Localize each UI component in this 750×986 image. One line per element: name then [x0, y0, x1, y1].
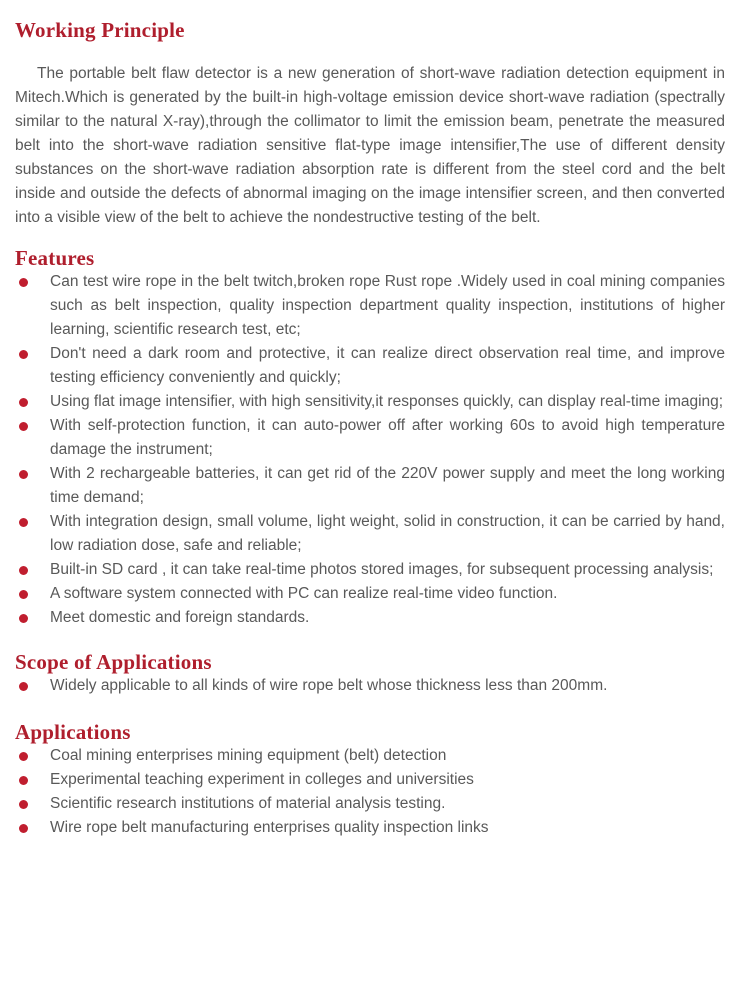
- feature-item-text: With integration design, small volume, light weight, solid in construction, it can be carried by hand, low radiation dose, safe and reliable;: [50, 513, 725, 554]
- application-item-text: Experimental teaching experiment in colleges and universities: [50, 771, 474, 788]
- feature-item-text: Can test wire rope in the belt twitch,broken rope Rust rope .Widely used in coal mining companies such as belt inspection, quality inspection department quality inspection, institutions of higher learning, scientific research test, etc;: [50, 273, 725, 338]
- scope-list: [15, 674, 725, 698]
- bullet-icon: [19, 470, 28, 479]
- feature-item-text: Using flat image intensifier, with high sensitivity,it responses quickly, can display real-time imaging;: [50, 393, 724, 410]
- feature-item-text: Don't need a dark room and protective, it can realize direct observation real time, and improve testing efficiency conveniently and quickly;: [50, 345, 725, 386]
- features-list: [15, 270, 725, 630]
- feature-item-text: With 2 rechargeable batteries, it can get rid of the 220V power supply and meet the long working time demand;: [50, 465, 725, 506]
- heading-scope-of-applications: Scope of Applications: [15, 650, 212, 674]
- bullet-icon: [19, 566, 28, 575]
- bullet-icon: [19, 350, 28, 359]
- application-item: [15, 816, 725, 840]
- feature-item-text: A software system connected with PC can realize real-time video function.: [50, 585, 558, 602]
- application-item-text: Scientific research institutions of material analysis testing.: [50, 795, 446, 812]
- heading-applications: Applications: [15, 720, 131, 744]
- section-working-principle: [15, 18, 725, 230]
- section-scope-of-applications: [15, 650, 725, 698]
- bullet-icon: [19, 824, 28, 833]
- application-item-text: Wire rope belt manufacturing enterprises quality inspection links: [50, 819, 489, 836]
- bullet-icon: [19, 590, 28, 599]
- feature-item: [15, 582, 725, 606]
- application-item: [15, 744, 725, 768]
- bullet-icon: [19, 800, 28, 809]
- bullet-icon: [19, 776, 28, 785]
- scope-item-text: Widely applicable to all kinds of wire rope belt whose thickness less than 200mm.: [50, 677, 608, 694]
- section-applications: [15, 720, 725, 840]
- working-principle-paragraph: The portable belt flaw detector is a new generation of short-wave radiation detection equipment in Mitech.Which is generated by the built-in high-voltage emission device short-wave radiation (spectrally similar to the natural X-ray),through the collimator to limit the emission beam, penetrate the measured belt into the short-wave radiation sensitive flat-type image intensifier,The use of different density substances on the short-wave radiation absorption rate is different from the steel cord and the belt inside and outside the defects of abnormal imaging on the image intensifier screen, and then converted into a visible view of the belt to achieve the nondestructive testing of the belt.: [15, 65, 725, 226]
- feature-item: [15, 390, 725, 414]
- feature-item: [15, 462, 725, 510]
- feature-item: [15, 342, 725, 390]
- bullet-icon: [19, 278, 28, 287]
- bullet-icon: [19, 682, 28, 691]
- feature-item: [15, 558, 725, 582]
- feature-item: [15, 510, 725, 558]
- application-item: [15, 768, 725, 792]
- feature-item-text: With self-protection function, it can auto-power off after working 60s to avoid high temperature damage the instrument;: [50, 417, 725, 458]
- feature-item-text: Built-in SD card , it can take real-time photos stored images, for subsequent processing analysis;: [50, 561, 714, 578]
- feature-item: [15, 270, 725, 342]
- bullet-icon: [19, 422, 28, 431]
- heading-features: Features: [15, 246, 95, 270]
- heading-working-principle: Working Principle: [15, 18, 185, 42]
- bullet-icon: [19, 518, 28, 527]
- application-item-text: Coal mining enterprises mining equipment (belt) detection: [50, 747, 447, 764]
- bullet-icon: [19, 398, 28, 407]
- feature-item: [15, 414, 725, 462]
- bullet-icon: [19, 614, 28, 623]
- bullet-icon: [19, 752, 28, 761]
- feature-item: [15, 606, 725, 630]
- scope-item: [15, 674, 725, 698]
- application-item: [15, 792, 725, 816]
- section-features: [15, 246, 725, 630]
- feature-item-text: Meet domestic and foreign standards.: [50, 609, 310, 626]
- applications-list: [15, 744, 725, 840]
